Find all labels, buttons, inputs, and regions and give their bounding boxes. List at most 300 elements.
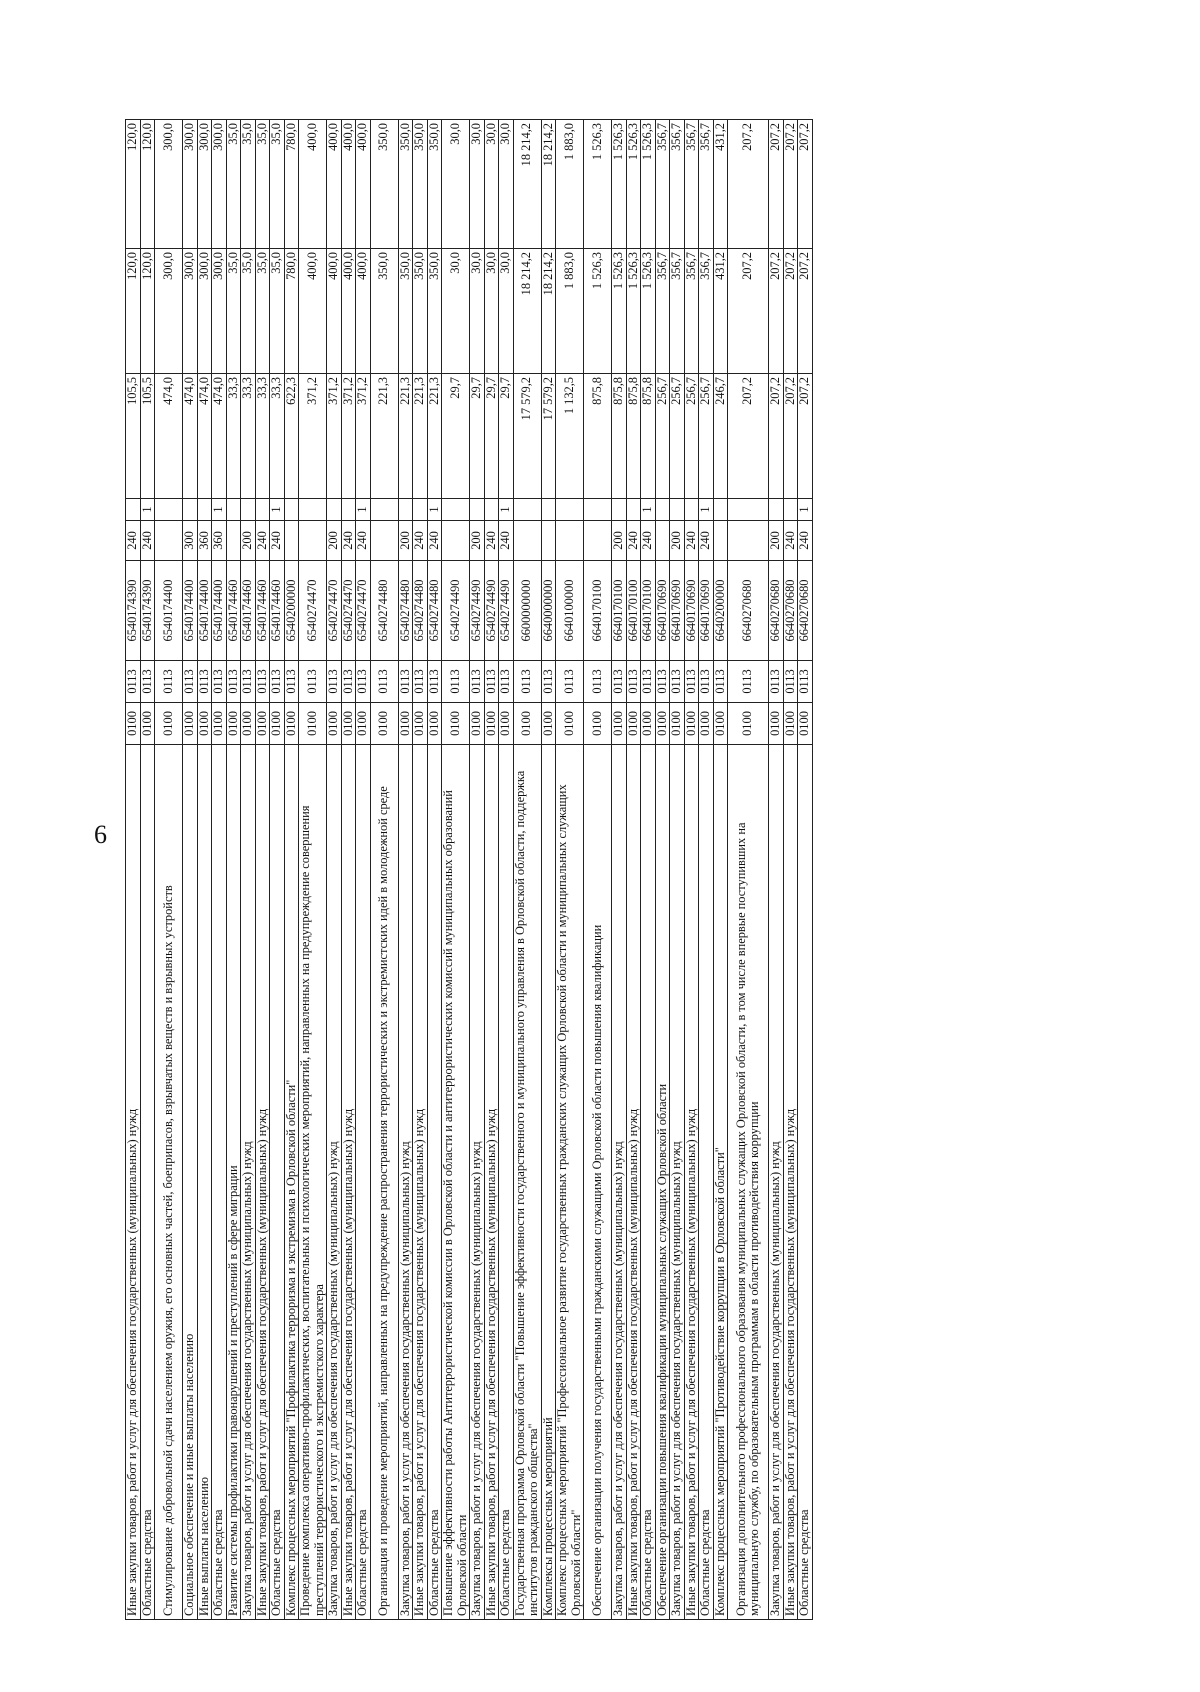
row-source [584,499,612,521]
row-target-article: 6540174400 [183,561,198,661]
row-value-3: 356,7 [655,120,670,249]
row-name: Развитие системы профилактики правонарушений и преступлений в сфере миграции [226,745,241,1620]
row-section: 0100 [655,703,670,745]
row-value-2: 350,0 [370,249,398,374]
row-source [612,499,627,521]
table-row [255,120,270,1620]
table-row [370,120,398,1620]
row-expense-type [728,521,769,561]
row-source [655,499,670,521]
row-value-1: 207,2 [783,374,798,499]
row-value-2: 1 883,0 [556,249,584,374]
row-name: Областные средства [270,745,285,1620]
row-subsection: 0113 [769,661,784,703]
row-value-3: 350,0 [398,120,413,249]
table-row [183,120,198,1620]
row-target-article: 6640170100 [626,561,641,661]
row-subsection: 0113 [612,661,627,703]
row-source [126,499,141,521]
row-value-1: 221,3 [413,374,428,499]
row-expense-type: 300 [183,521,198,561]
row-source [513,499,541,521]
row-value-3: 120,0 [140,120,155,249]
row-expense-type: 240 [626,521,641,561]
row-name: Закупка товаров, работ и услуг для обеспечения государственных (муниципальных) нужд [769,745,784,1620]
row-value-3: 400,0 [341,120,356,249]
row-value-3: 1 883,0 [556,120,584,249]
row-target-article: 6540274480 [427,561,442,661]
row-value-1: 256,7 [655,374,670,499]
row-value-2: 356,7 [655,249,670,374]
row-target-article: 6640000000 [541,561,556,661]
row-section: 0100 [226,703,241,745]
row-value-3: 207,2 [769,120,784,249]
table-row [299,120,327,1620]
row-value-2: 350,0 [427,249,442,374]
row-value-3: 207,2 [783,120,798,249]
row-subsection: 0113 [398,661,413,703]
row-source: 1 [270,499,285,521]
row-name: Иные выплаты населению [197,745,212,1620]
table-row [798,120,813,1620]
row-value-3: 18 214,2 [513,120,541,249]
row-value-1: 17 579,2 [541,374,556,499]
row-section: 0100 [783,703,798,745]
row-section: 0100 [270,703,285,745]
row-expense-type: 240 [270,521,285,561]
row-expense-type [299,521,327,561]
row-subsection: 0113 [341,661,356,703]
row-source [670,499,685,521]
row-name: Областные средства [140,745,155,1620]
table-row [226,120,241,1620]
row-source [484,499,499,521]
row-subsection: 0113 [413,661,428,703]
row-expense-type: 240 [255,521,270,561]
row-source [556,499,584,521]
budget-table [125,119,813,1620]
row-expense-type: 240 [699,521,714,561]
row-expense-type: 200 [670,521,685,561]
row-value-2: 356,7 [670,249,685,374]
row-value-3: 1 526,3 [626,120,641,249]
row-target-article: 6640170100 [612,561,627,661]
row-target-article: 6540274490 [499,561,514,661]
row-value-3: 350,0 [370,120,398,249]
row-expense-type [284,521,299,561]
row-name: Закупка товаров, работ и услуг для обеспечения государственных (муниципальных) нужд [327,745,342,1620]
row-name: Закупка товаров, работ и услуг для обеспечения государственных (муниципальных) нужд [670,745,685,1620]
row-expense-type: 240 [413,521,428,561]
row-section: 0100 [541,703,556,745]
row-subsection: 0113 [713,661,728,703]
row-section: 0100 [713,703,728,745]
row-value-3: 35,0 [270,120,285,249]
table-row [513,120,541,1620]
row-source [728,499,769,521]
table-row [197,120,212,1620]
row-value-1: 105,5 [140,374,155,499]
row-section: 0100 [484,703,499,745]
table-row [442,120,470,1620]
row-source [413,499,428,521]
table-row [126,120,141,1620]
row-expense-type [442,521,470,561]
budget-table-rotated [125,120,1005,1620]
row-source [398,499,413,521]
row-value-3: 30,0 [470,120,485,249]
row-value-1: 875,8 [612,374,627,499]
row-value-3: 400,0 [327,120,342,249]
table-row [270,120,285,1620]
row-target-article: 6540274480 [370,561,398,661]
row-value-1: 33,3 [241,374,256,499]
row-subsection: 0113 [140,661,155,703]
row-value-3: 207,2 [798,120,813,249]
row-source: 1 [641,499,656,521]
row-value-1: 33,3 [226,374,241,499]
row-subsection: 0113 [155,661,183,703]
row-subsection: 0113 [484,661,499,703]
row-name: Областные средства [641,745,656,1620]
row-expense-type [584,521,612,561]
table-row [684,120,699,1620]
row-subsection: 0113 [356,661,371,703]
row-value-1: 207,2 [728,374,769,499]
row-source: 1 [356,499,371,521]
row-source [442,499,470,521]
row-subsection: 0113 [197,661,212,703]
row-target-article: 6640200000 [713,561,728,661]
row-section: 0100 [413,703,428,745]
row-value-2: 207,2 [728,249,769,374]
row-subsection: 0113 [556,661,584,703]
row-name: Закупка товаров, работ и услуг для обеспечения государственных (муниципальных) нужд [470,745,485,1620]
row-subsection: 0113 [699,661,714,703]
row-subsection: 0113 [470,661,485,703]
row-value-2: 30,0 [442,249,470,374]
row-value-1: 622,3 [284,374,299,499]
row-value-2: 30,0 [470,249,485,374]
row-value-1: 474,0 [155,374,183,499]
row-expense-type [713,521,728,561]
row-source: 1 [140,499,155,521]
row-expense-type [655,521,670,561]
table-row [713,120,728,1620]
row-value-3: 120,0 [126,120,141,249]
row-target-article: 6540174400 [197,561,212,661]
table-row [284,120,299,1620]
row-value-1: 474,0 [212,374,227,499]
row-section: 0100 [197,703,212,745]
row-target-article: 6540174460 [241,561,256,661]
row-expense-type: 240 [684,521,699,561]
row-section: 0100 [626,703,641,745]
row-name: Комплекс процессных мероприятий "Противодействие коррупции в Орловской области" [713,745,728,1620]
row-source [284,499,299,521]
row-section: 0100 [370,703,398,745]
row-section: 0100 [255,703,270,745]
row-name: Закупка товаров, работ и услуг для обеспечения государственных (муниципальных) нужд [612,745,627,1620]
row-source [341,499,356,521]
row-subsection: 0113 [655,661,670,703]
row-value-2: 1 526,3 [584,249,612,374]
row-value-3: 30,0 [499,120,514,249]
row-expense-type: 240 [427,521,442,561]
row-value-1: 29,7 [470,374,485,499]
row-value-3: 780,0 [284,120,299,249]
row-target-article: 6540174460 [255,561,270,661]
table-row [584,120,612,1620]
row-value-2: 35,0 [255,249,270,374]
row-value-3: 356,7 [670,120,685,249]
row-value-1: 371,2 [341,374,356,499]
row-value-2: 35,0 [241,249,256,374]
table-row [556,120,584,1620]
row-value-3: 30,0 [484,120,499,249]
row-value-2: 300,0 [183,249,198,374]
row-value-1: 1 132,5 [556,374,584,499]
row-subsection: 0113 [641,661,656,703]
row-value-3: 356,7 [684,120,699,249]
row-source [783,499,798,521]
table-row [341,120,356,1620]
row-value-3: 35,0 [226,120,241,249]
row-name: Областные средства [212,745,227,1620]
row-expense-type: 240 [341,521,356,561]
row-value-1: 33,3 [270,374,285,499]
table-row [769,120,784,1620]
row-value-2: 30,0 [484,249,499,374]
row-section: 0100 [670,703,685,745]
row-name: Организация и проведение мероприятий, направленных на предупреждение распространения террористических и экстремистских идей в молодежной среде [370,745,398,1620]
row-name: Иные закупки товаров, работ и услуг для обеспечения государственных (муниципальных) нужд [341,745,356,1620]
row-expense-type: 240 [499,521,514,561]
row-value-3: 431,2 [713,120,728,249]
row-expense-type: 240 [798,521,813,561]
row-source: 1 [699,499,714,521]
row-value-2: 207,2 [798,249,813,374]
row-target-article: 6540274490 [442,561,470,661]
row-section: 0100 [356,703,371,745]
row-target-article: 6640270680 [798,561,813,661]
row-value-2: 1 526,3 [626,249,641,374]
row-value-2: 1 526,3 [612,249,627,374]
row-subsection: 0113 [541,661,556,703]
row-target-article: 6600000000 [513,561,541,661]
row-source [470,499,485,521]
row-subsection: 0113 [684,661,699,703]
row-name: Комплекс процессных мероприятий "Профессиональное развитие государственных гражданских служащих Орловской области и муниципальных служащих Орловской области" [556,745,584,1620]
table-row [140,120,155,1620]
row-expense-type: 200 [470,521,485,561]
row-name: Закупка товаров, работ и услуг для обеспечения государственных (муниципальных) нужд [398,745,413,1620]
row-value-2: 356,7 [684,249,699,374]
row-value-2: 300,0 [197,249,212,374]
row-name: Иные закупки товаров, работ и услуг для обеспечения государственных (муниципальных) нужд [783,745,798,1620]
table-row [655,120,670,1620]
table-row [728,120,769,1620]
row-section: 0100 [126,703,141,745]
row-name: Иные закупки товаров, работ и услуг для обеспечения государственных (муниципальных) нужд [413,745,428,1620]
row-value-1: 33,3 [255,374,270,499]
row-value-1: 207,2 [798,374,813,499]
row-target-article: 6640170690 [655,561,670,661]
row-value-3: 300,0 [197,120,212,249]
row-section: 0100 [140,703,155,745]
row-value-2: 356,7 [699,249,714,374]
row-value-1: 29,7 [442,374,470,499]
row-target-article: 6640100000 [556,561,584,661]
row-expense-type [155,521,183,561]
row-value-1: 221,3 [370,374,398,499]
row-name: Закупка товаров, работ и услуг для обеспечения государственных (муниципальных) нужд [241,745,256,1620]
row-name: Иные закупки товаров, работ и услуг для обеспечения государственных (муниципальных) нужд [684,745,699,1620]
table-row [541,120,556,1620]
table-row [470,120,485,1620]
row-subsection: 0113 [626,661,641,703]
row-subsection: 0113 [284,661,299,703]
row-value-3: 350,0 [427,120,442,249]
row-section: 0100 [341,703,356,745]
row-value-3: 300,0 [212,120,227,249]
row-source [713,499,728,521]
row-value-2: 350,0 [413,249,428,374]
row-name: Комплекс процессных мероприятий "Профилактика терроризма и экстремизма в Орловской области" [284,745,299,1620]
row-value-1: 371,2 [299,374,327,499]
row-section: 0100 [470,703,485,745]
table-row [499,120,514,1620]
row-value-3: 300,0 [183,120,198,249]
row-source [183,499,198,521]
row-subsection: 0113 [327,661,342,703]
row-expense-type: 240 [641,521,656,561]
row-value-1: 256,7 [670,374,685,499]
row-value-1: 17 579,2 [513,374,541,499]
row-value-2: 300,0 [212,249,227,374]
row-target-article: 6640170690 [670,561,685,661]
row-value-1: 256,7 [699,374,714,499]
row-subsection: 0113 [584,661,612,703]
row-section: 0100 [327,703,342,745]
row-target-article: 6540174400 [155,561,183,661]
row-expense-type: 200 [398,521,413,561]
row-target-article: 6540274490 [470,561,485,661]
row-subsection: 0113 [499,661,514,703]
row-name: Областные средства [798,745,813,1620]
row-value-2: 431,2 [713,249,728,374]
row-value-3: 207,2 [728,120,769,249]
row-value-2: 400,0 [327,249,342,374]
row-source: 1 [499,499,514,521]
row-source [370,499,398,521]
row-subsection: 0113 [126,661,141,703]
table-row [484,120,499,1620]
row-value-3: 1 526,3 [612,120,627,249]
row-value-1: 474,0 [183,374,198,499]
row-value-1: 246,7 [713,374,728,499]
row-value-1: 371,2 [327,374,342,499]
table-row [783,120,798,1620]
row-source [299,499,327,521]
row-target-article: 6640270680 [783,561,798,661]
row-subsection: 0113 [427,661,442,703]
row-target-article: 6540274480 [413,561,428,661]
table-row [398,120,413,1620]
row-value-1: 875,8 [626,374,641,499]
table-row [699,120,714,1620]
row-name: Иные закупки товаров, работ и услуг для обеспечения государственных (муниципальных) нужд [255,745,270,1620]
row-value-3: 350,0 [413,120,428,249]
table-row [241,120,256,1620]
row-expense-type [370,521,398,561]
row-source [541,499,556,521]
row-target-article: 6540274490 [484,561,499,661]
row-expense-type [541,521,556,561]
row-subsection: 0113 [370,661,398,703]
row-name: Государственная программа Орловской области "Повышение эффективности государственного и муниципального управления в Орловской области, поддержка институтов гражданского общества" [513,745,541,1620]
row-expense-type: 240 [356,521,371,561]
row-value-3: 35,0 [241,120,256,249]
row-expense-type [556,521,584,561]
row-value-2: 780,0 [284,249,299,374]
row-name: Повышение эффективности работы Антитеррористической комиссии в Орловской области и антитеррористических комиссий муниципальных образований Орловской области [442,745,470,1620]
row-subsection: 0113 [270,661,285,703]
table-row [155,120,183,1620]
row-subsection: 0113 [728,661,769,703]
row-subsection: 0113 [513,661,541,703]
row-target-article: 6540274480 [398,561,413,661]
row-subsection: 0113 [212,661,227,703]
row-source [241,499,256,521]
row-expense-type: 200 [769,521,784,561]
row-expense-type: 240 [140,521,155,561]
row-value-3: 1 526,3 [641,120,656,249]
row-subsection: 0113 [442,661,470,703]
row-expense-type: 200 [327,521,342,561]
row-source [226,499,241,521]
row-value-2: 207,2 [783,249,798,374]
row-subsection: 0113 [670,661,685,703]
row-name: Иные закупки товаров, работ и услуг для обеспечения государственных (муниципальных) нужд [484,745,499,1620]
row-target-article: 6540174400 [212,561,227,661]
row-section: 0100 [299,703,327,745]
row-value-3: 1 526,3 [584,120,612,249]
row-name: Областные средства [356,745,371,1620]
row-value-1: 207,2 [769,374,784,499]
row-expense-type: 240 [126,521,141,561]
row-value-3: 18 214,2 [541,120,556,249]
row-source: 1 [427,499,442,521]
row-section: 0100 [556,703,584,745]
row-value-1: 221,3 [398,374,413,499]
row-value-2: 1 526,3 [641,249,656,374]
row-value-3: 35,0 [255,120,270,249]
row-expense-type: 360 [212,521,227,561]
row-section: 0100 [499,703,514,745]
row-target-article: 6640170690 [684,561,699,661]
row-target-article: 6540174390 [140,561,155,661]
row-value-3: 400,0 [299,120,327,249]
row-value-3: 300,0 [155,120,183,249]
row-section: 0100 [699,703,714,745]
row-expense-type [226,521,241,561]
table-row [626,120,641,1620]
row-expense-type: 360 [197,521,212,561]
row-value-1: 875,8 [584,374,612,499]
row-value-1: 29,7 [484,374,499,499]
row-target-article: 6540200000 [284,561,299,661]
